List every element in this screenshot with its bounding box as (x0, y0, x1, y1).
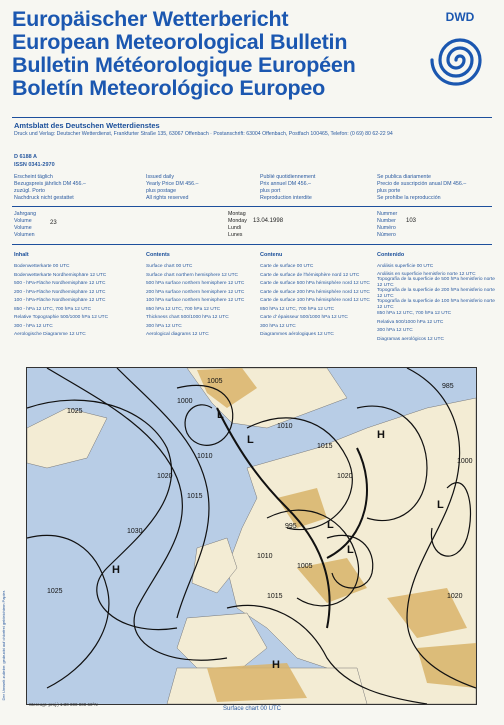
isobar-label: 1010 (197, 453, 213, 460)
publication-code: D 6188 A (14, 154, 38, 160)
isobar-label: 985 (442, 383, 454, 390)
weekday-label: Montag (228, 211, 246, 217)
weather-map-graphic (27, 368, 476, 704)
volume-labels (14, 211, 36, 239)
contents-item: 850 hPa 12 UTC, 700 hPa 12 UTC (377, 311, 452, 316)
number-label: Número (377, 232, 396, 238)
issn: ISSN 0341-2970 (14, 162, 55, 168)
contents-item: Carte de surface 00 UTC (260, 264, 314, 269)
pricing-spanish (377, 174, 497, 202)
contents-item: 300 hPa 12 UTC (377, 328, 413, 333)
weekday-label: Lunes (228, 232, 243, 238)
pricing-line: Bezugspreis jährlich DM 456.– (14, 181, 86, 187)
pricing-line: Reproduction interdite (260, 195, 312, 201)
meta-rule-top (12, 206, 492, 207)
isobar-label: 1015 (267, 593, 283, 600)
weekday-label: Lundi (228, 225, 241, 231)
number-label: Nummer (377, 211, 398, 217)
header-rule (12, 117, 492, 118)
title-french: Bulletin Météorologique Européen (12, 53, 356, 77)
publication-ids (14, 153, 55, 169)
volume-label: Volume (14, 225, 32, 231)
paper-note: Der Umwelt zuliebe: gedruckt auf chlorfrei gebleichtem Papier. (1, 590, 6, 701)
pressure-center-low: L (437, 499, 444, 511)
pressure-center-low: L (347, 544, 354, 556)
pricing-line: Precio de suscripción anual DM 456.– (377, 181, 467, 187)
contents-item: Carte d' épaisseur 500/1000 hPa 12 UTC (260, 315, 348, 320)
isobar-label: 1020 (337, 473, 353, 480)
contents-item: Surface chart northern hemisphere 12 UTC (146, 272, 238, 278)
contents-item: Análisis en superficie hemisferio norte 12 UTC (377, 271, 476, 277)
contents-item: 850 hPa 12 UTC, 700 hPa 12 UTC (146, 306, 221, 312)
isobar-label: 995 (285, 523, 297, 530)
contents-item: 300 hPa 12 UTC (146, 323, 182, 329)
volume-value: 23 (50, 220, 57, 226)
dwd-spiral-logo-icon (428, 24, 492, 96)
isobar (27, 535, 109, 688)
bulletin-titles (12, 8, 412, 100)
land-masses (27, 368, 476, 704)
pricing-line: Issued daily (146, 174, 174, 180)
pricing-line: Se publica diariamente (377, 174, 431, 180)
contents-item: Topografía de la superficie de 500 hPa hemisferio norte 12 UTC (377, 277, 495, 288)
pressure-center-high: H (377, 429, 385, 441)
contents-item: 850 hPa 12 UTC, 700 hPa 12 UTC (260, 306, 335, 312)
isobar-label: 1005 (207, 378, 223, 385)
pricing-line: All rights reserved (146, 195, 189, 201)
title-spanish: Boletín Meteorológico Europeo (12, 76, 326, 100)
volume-label: Volumen (14, 232, 35, 238)
contents-item: Relativa 500/1000 hPa 12 UTC (377, 319, 444, 325)
contents-item: Thickness chart 500/1000 hPa 12 UTC (146, 315, 229, 320)
contents-item: Aerologische Diagramme 12 UTC (14, 332, 86, 337)
pricing-line: Se prohíbe la reproducción (377, 195, 441, 201)
contents-item: Bodenwetterkarte Nordhemisphäre 12 UTC (14, 272, 107, 278)
isobar-label: 1025 (67, 408, 83, 415)
isobar-label: 1010 (257, 553, 273, 560)
contents-item: Diagramas aerológicos 12 UTC (377, 336, 444, 342)
pricing-french (260, 174, 370, 202)
contents-heading: Contenu (260, 252, 283, 258)
pricing-line: Publié quotidiennement (260, 174, 316, 180)
contents-item: 300 - hPa 12 UTC (14, 323, 53, 329)
pricing-german (14, 174, 124, 202)
contents-item: 100 - hPa-Fläche Nordhemisphäre 12 UTC (14, 298, 106, 303)
contents-item: Bodenwetterkarte 00 UTC (14, 264, 70, 269)
issue-number: 103 (406, 218, 417, 224)
contents-item: Surface chart 00 UTC (146, 264, 193, 269)
isobar-label: 1010 (277, 423, 293, 430)
weekday-labels (228, 211, 247, 239)
dwd-logo (428, 10, 492, 101)
contents-item: 200 hPa surface northern hemisphere 12 UTC (146, 289, 245, 295)
publisher-heading: Amtsblatt des Deutschen Wetterdienstes (14, 121, 160, 130)
isobar-label: 1025 (47, 588, 63, 595)
pressure-center-low: L (327, 519, 334, 531)
contents-rule (12, 244, 492, 245)
north-america-land (27, 408, 107, 468)
volume-label: Jahrgang (14, 211, 37, 217)
weekday-label: Monday (228, 218, 247, 224)
contents-spanish (377, 252, 497, 344)
contents-item: Aerological diagrams 12 UTC (146, 332, 209, 337)
volume-label: Volume (14, 218, 32, 224)
issue-date: 13.04.1998 (253, 218, 284, 224)
isobar-label: 1015 (317, 443, 333, 450)
number-label: Numéro (377, 225, 396, 231)
pricing-line: Erscheint täglich (14, 174, 53, 180)
contents-french (260, 252, 375, 340)
number-labels (377, 211, 397, 239)
contents-item: 200 - hPa-Fläche Nordhemisphäre 12 UTC (14, 289, 106, 295)
contents-item: 500 - hPa-Fläche Nordhemisphäre 12 UTC (14, 281, 106, 286)
map-projection-note: Stereogr. proj.) 1:30 000 000 60°N (29, 702, 98, 707)
contents-item: 850 - hPa 12 UTC, 700 hPa 12 UTC (14, 306, 92, 312)
contents-english (146, 252, 261, 340)
contents-heading: Contents (146, 252, 170, 258)
contents-item: 100 hPa surface northern hemisphere 12 UTC (146, 298, 245, 303)
pricing-line: Yearly Price DM 456.– (146, 181, 199, 187)
contents-german (14, 252, 129, 340)
isobar-label: 1015 (187, 493, 203, 500)
isobar-label: 1020 (447, 593, 463, 600)
contents-item: Relative Topographie 500/1000 hPa 12 UTC (14, 315, 109, 320)
pricing-line: plus postage (146, 188, 177, 194)
pressure-center-high: H (112, 564, 120, 576)
pricing-line: plus porte (377, 188, 401, 194)
contents-item: Carte de surface de l'hémisphère nord 12 UTC (260, 272, 360, 278)
title-english: European Meteorological Bulletin (12, 30, 348, 54)
contents-item: Topografía de la superficie de 100 hPa hemisferio norte 12 UTC (377, 299, 495, 310)
pressure-center-high: H (272, 659, 280, 671)
pressure-center-low: L (217, 409, 224, 421)
map-caption: Surface chart 00 UTC (222, 706, 282, 712)
publisher-address: Druck und Verlag: Deutscher Wetterdienst, Frankfurter Straße 135, 63067 Offenbach · Postanschrift: 63004 Offenbach, Postfach 100465, Telefon: (0 69) 80 62-22 94 (14, 131, 393, 137)
isobar-label: 1030 (127, 528, 143, 535)
contents-item: Análisis superficie 00 UTC (377, 264, 434, 269)
pricing-line: zuzügl. Porto (14, 188, 45, 194)
dwd-logo-label: DWD (445, 10, 475, 24)
isobar-label: 1020 (157, 473, 173, 480)
pricing-line: plus port (260, 188, 281, 194)
pricing-line: Nachdruck nicht gestattet (14, 195, 74, 201)
isobar-label: 1000 (457, 458, 473, 465)
title-german: Europäischer Wetterbericht (12, 7, 289, 31)
contents-heading: Contenido (377, 252, 405, 258)
surface-weather-map (26, 367, 477, 705)
isobar-label: 1000 (177, 398, 193, 405)
pricing-english (146, 174, 256, 202)
contents-item: Carte de surface 200 hPa hémisphère nord 12 UTC (260, 289, 370, 295)
number-label: Number (377, 218, 396, 224)
contents-item: Topografía de la superficie de 200 hPa hemisferio norte 12 UTC (377, 288, 495, 299)
contents-item: 300 hPa 12 UTC (260, 323, 296, 329)
contents-item: Diagrammes aérologiques 12 UTC (260, 332, 334, 337)
contents-item: Carte de surface 500 hPa hémisphère nord 12 UTC (260, 281, 370, 286)
pressure-center-low: L (247, 434, 254, 446)
contents-item: Carte de surface 100 hPa hémisphère nord 12 UTC (260, 298, 370, 303)
pricing-line: Prix annuel DM 456.– (260, 181, 311, 187)
contents-item: 500 hPa surface northern hemisphere 12 UTC (146, 281, 245, 286)
isobar-label: 1005 (297, 563, 313, 570)
contents-heading: Inhalt (14, 252, 29, 258)
british-isles-land (192, 538, 237, 593)
